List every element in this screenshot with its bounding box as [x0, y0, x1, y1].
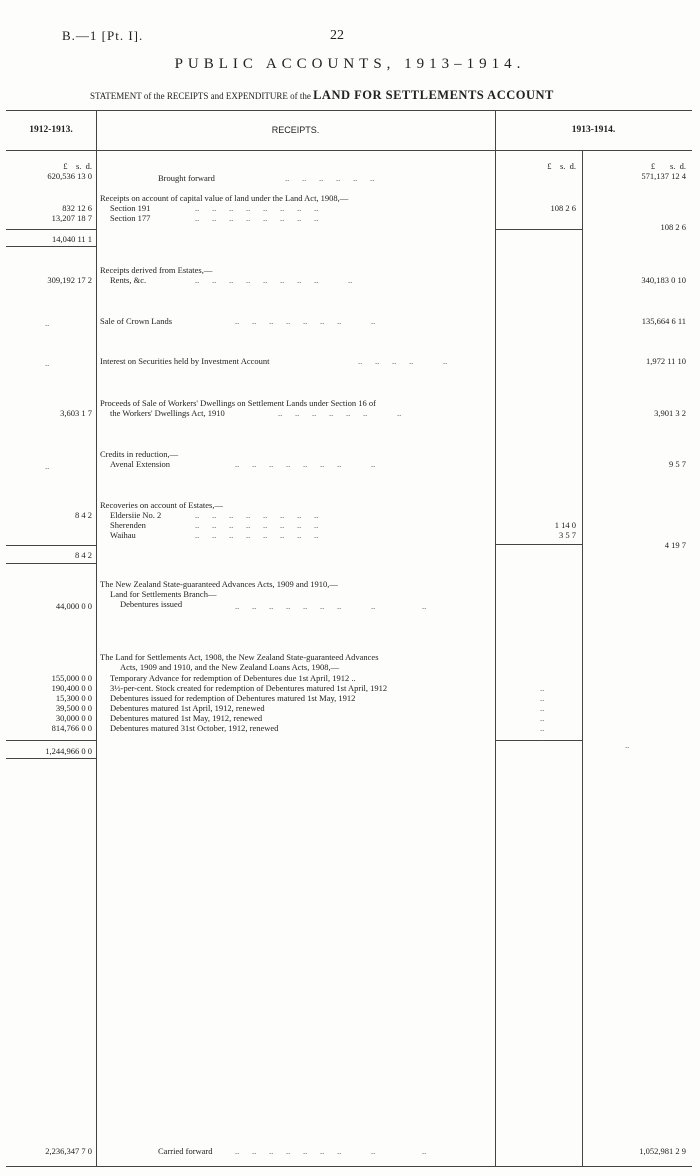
workers-dwellings-label: Proceeds of Sale of Workers' Dwellings on Settlement Lands under Section 16 of	[100, 398, 376, 408]
interest-label: Interest on Securities held by Investment Account	[100, 356, 270, 366]
prev-currency-units: £ s. d.	[63, 161, 92, 171]
estates-label: Receipts derived from Estates,—	[100, 265, 213, 275]
recoveries-label: Recoveries on account of Estates,—	[100, 500, 223, 510]
waihau-inner: 3 5 7	[559, 530, 576, 540]
sherenden-inner: 1 14 0	[554, 520, 576, 530]
debentures-issued-label: Debentures issued	[120, 599, 183, 609]
workers-dwellings-prev: 3,603 1 7	[60, 408, 92, 418]
leader-dots: .. .. .. .. .. .. .. ..	[195, 213, 319, 223]
crown-lands-label: Sale of Crown Lands	[100, 316, 173, 326]
capital-value-prev-total: 14,040 11 1	[51, 234, 92, 244]
leader-dots: .. .. .. .. ..	[358, 356, 448, 366]
carried-forward-prev: 2,236,347 7 0	[45, 1146, 92, 1156]
section-191-inner: 108 2 6	[550, 203, 576, 213]
leader-dots: .. .. .. .. .. .. .. ..	[195, 510, 319, 520]
cur-year-header: 1913-1914.	[571, 125, 616, 135]
credits-label: Credits in reduction,—	[100, 449, 179, 459]
advances-acts-label: The New Zealand State-guaranteed Advances Acts, 1909 and 1910,—	[100, 579, 338, 589]
leader-dots: .. .. .. .. .. ..	[285, 173, 375, 183]
section-191-label: Section 191	[110, 203, 151, 213]
sherenden-label: Sherenden	[110, 520, 146, 530]
loans-item-label: Debentures issued for redemption of Debentures matured 1st May, 1912	[110, 693, 356, 703]
recoveries-prev-total: 8 4 2	[75, 550, 92, 560]
account-name: LAND FOR SETTLEMENTS ACCOUNT	[313, 88, 554, 102]
brought-forward-prev: 620,536 13 0	[47, 171, 92, 181]
leader-dots: .. .. .. .. .. .. .. ..	[195, 530, 319, 540]
leader-dots: ..	[625, 740, 630, 750]
loans-acts-label: The Land for Settlements Act, 1908, the New Zealand State-guaranteed Advances	[100, 652, 379, 662]
leader-dots: .. .. .. .. .. .. .. ..	[195, 520, 319, 530]
loans-item-prev: 814,766 0 0	[51, 723, 92, 733]
workers-dwellings-cur: 3,901 3 2	[654, 408, 686, 418]
interest-cur: 1,972 11 10	[645, 356, 686, 366]
loans-item-prev: 30,000 0 0	[55, 713, 92, 723]
recoveries-cur-total: 4 19 7	[664, 540, 686, 550]
loans-item-prev: 155,000 0 0	[51, 673, 92, 683]
leader-dots: .. .. .. .. .. .. .. .. ..	[195, 275, 353, 285]
loans-prev-total: 1,244,966 0 0	[45, 746, 92, 756]
brought-forward-cur: 571,137 12 4	[641, 171, 686, 181]
receipts-header: RECEIPTS.	[271, 125, 320, 135]
leader-dots: .. .. .. .. .. .. ..	[278, 408, 402, 418]
leader-dots: .. .. .. .. .. .. .. .. ..	[235, 601, 427, 611]
section-177-label: Section 177	[110, 213, 151, 223]
leader-dots: ..	[45, 461, 50, 471]
capital-value-cur-total: 108 2 6	[660, 222, 686, 232]
section-177-prev: 13,207 18 7	[51, 213, 92, 223]
loans-item-label: Temporary Advance for redemption of Debentures due 1st April, 1912 ..	[110, 673, 356, 683]
loans-acts-label-cont: Acts, 1909 and 1910, and the New Zealand Loans Acts, 1908,—	[120, 662, 340, 672]
loans-item-prev: 15,300 0 0	[55, 693, 92, 703]
advances-prev: 44,000 0 0	[55, 601, 92, 611]
page-number: 22	[330, 28, 344, 43]
brought-forward-label: Brought forward	[158, 173, 215, 183]
leader-dots: .. .. .. .. .. .. .. ..	[195, 203, 319, 213]
leader-dots: .. .. .. .. .. .. .. ..	[235, 459, 376, 469]
subtitle-prefix: STATEMENT of the RECEIPTS and EXPENDITURE of the	[90, 91, 311, 101]
eldersiie-prev: 8 4 2	[75, 510, 92, 520]
carried-forward-label: Carried forward	[158, 1146, 213, 1156]
statement-subtitle	[90, 88, 554, 103]
cur-currency-units: £ s. d.	[650, 161, 686, 171]
leader-dots: .. .. .. .. .. .. .. ..	[235, 316, 376, 326]
leader-dots: .. .. .. .. .. ..	[540, 683, 545, 743]
eldersiie-label: Eldersiie No. 2	[110, 510, 162, 520]
avenal-extension-label: Avenal Extension	[110, 459, 171, 469]
capital-value-label: Receipts on account of capital value of land under the Land Act, 1908,—	[100, 193, 349, 203]
loans-item-label: 3½-per-cent. Stock created for redemption of Debentures matured 1st April, 1912	[110, 683, 388, 693]
carried-forward-cur: 1,052,981 2 9	[639, 1146, 686, 1156]
loans-item-label: Debentures matured 31st October, 1912, renewed	[110, 723, 279, 733]
crown-lands-cur: 135,664 6 11	[641, 316, 686, 326]
land-settlements-branch-label: Land for Settlements Branch—	[110, 589, 217, 599]
leader-dots: ..	[45, 318, 50, 328]
estates-cur: 340,183 0 10	[641, 275, 686, 285]
section-191-prev: 832 12 6	[62, 203, 92, 213]
workers-dwellings-act-label: the Workers' Dwellings Act, 1910	[110, 408, 225, 418]
estates-rents-label: Rents, &c.	[110, 275, 147, 285]
loans-item-label: Debentures matured 1st May, 1912, renewed	[110, 713, 263, 723]
loans-item-prev: 39,500 0 0	[55, 703, 92, 713]
loans-item-label: Debentures matured 1st April, 1912, renewed	[110, 703, 265, 713]
page-title: PUBLIC ACCOUNTS, 1913–1914.	[174, 56, 526, 72]
prev-year-header: 1912-1913.	[29, 125, 73, 135]
loans-item-prev: 190,400 0 0	[51, 683, 92, 693]
avenal-extension-cur: 9 5 7	[669, 459, 686, 469]
estates-prev: 309,192 17 2	[47, 275, 92, 285]
inner-currency-units: £ s. d.	[547, 161, 576, 171]
leader-dots: ..	[45, 358, 50, 368]
leader-dots: .. .. .. .. .. .. .. .. ..	[235, 1146, 427, 1156]
document-series: B.—1 [Pt. I].	[62, 28, 144, 43]
waihau-label: Waihau	[110, 530, 136, 540]
